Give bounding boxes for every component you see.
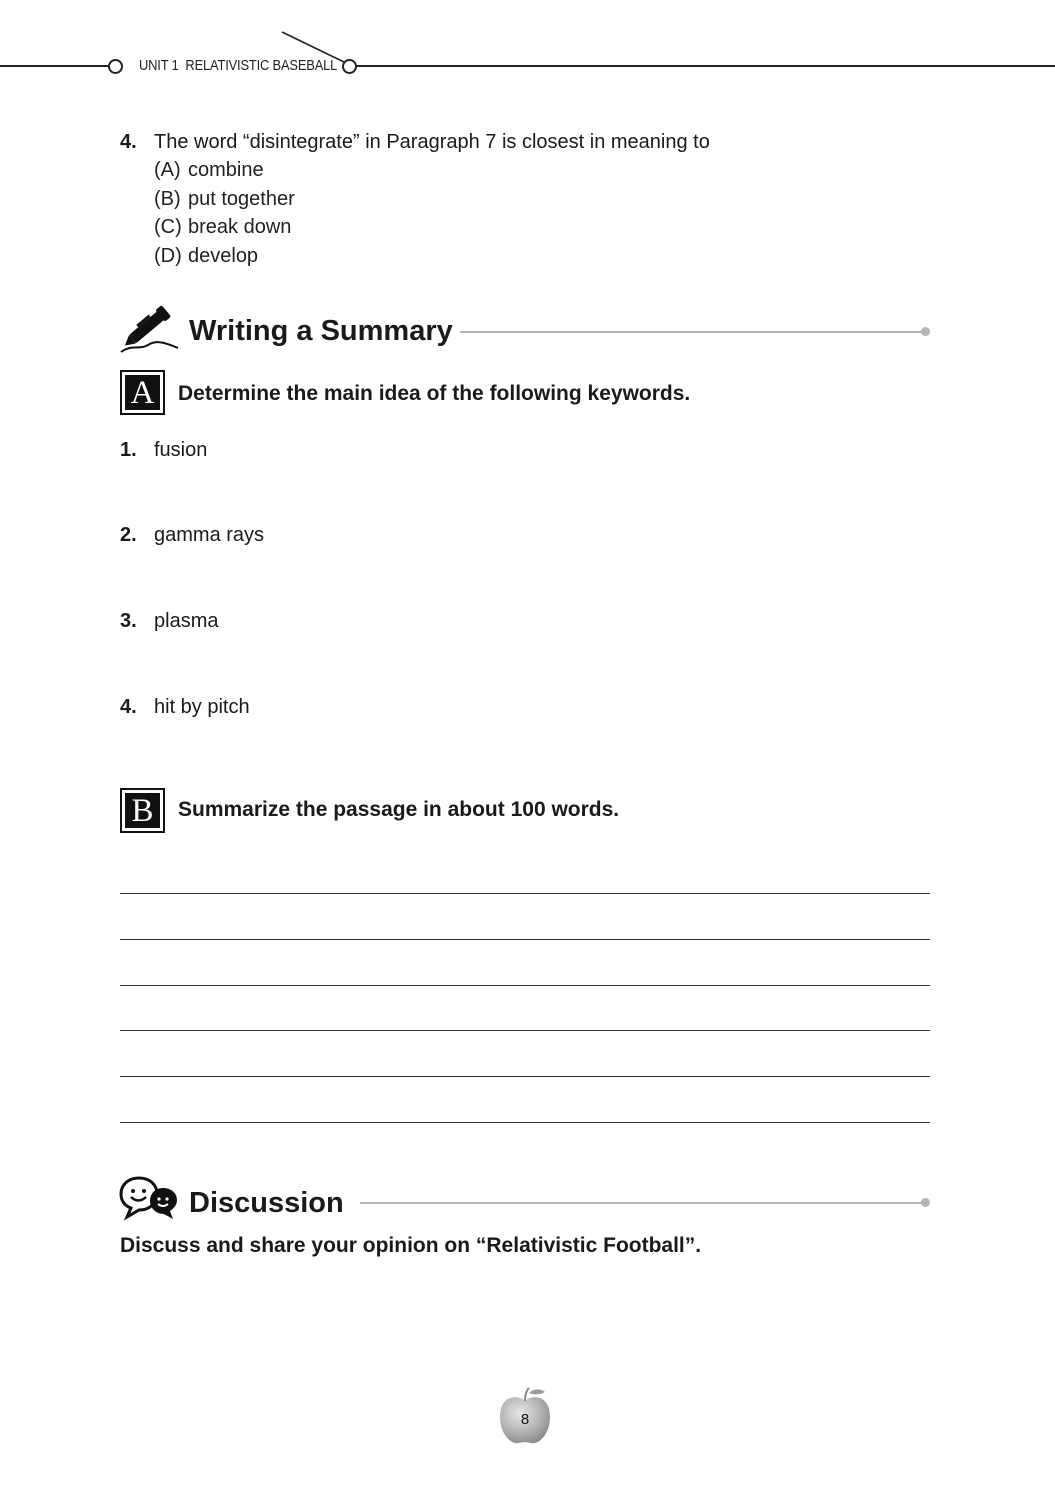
option-b[interactable] xyxy=(154,188,295,211)
option-text: put together xyxy=(188,188,295,210)
section-rule xyxy=(360,1202,926,1204)
section-b-badge xyxy=(120,788,165,833)
option-text: combine xyxy=(188,159,264,181)
section-title-writing-summary: Writing a Summary xyxy=(189,315,453,347)
header-rule-right xyxy=(356,65,1055,67)
keyword-gamma-rays: gamma rays xyxy=(154,524,265,546)
page-number: 8 xyxy=(520,1411,530,1428)
section-rule-dot xyxy=(921,327,930,336)
option-a[interactable] xyxy=(154,159,264,182)
writing-line[interactable] xyxy=(120,939,930,940)
header-unit: UNIT 1 xyxy=(139,57,179,74)
writing-line[interactable] xyxy=(120,985,930,986)
option-letter: (A) xyxy=(154,159,181,181)
option-letter: (B) xyxy=(154,188,181,210)
section-title-discussion: Discussion xyxy=(189,1187,344,1219)
section-a-badge xyxy=(120,370,165,415)
option-d[interactable] xyxy=(154,245,258,268)
writing-line[interactable] xyxy=(120,1076,930,1077)
keyword-plasma: plasma xyxy=(154,610,219,632)
section-a-letter: A xyxy=(125,375,160,410)
header-slant-line xyxy=(280,30,350,64)
header-circle-left xyxy=(108,59,123,74)
option-text: break down xyxy=(188,216,292,238)
header-circle-right xyxy=(342,59,357,74)
keyword-number: 3. xyxy=(120,610,137,632)
pen-icon xyxy=(118,300,180,356)
keyword-number: 2. xyxy=(120,524,137,546)
discussion-prompt: Discuss and share your opinion on “Relativistic Football”. xyxy=(120,1234,702,1257)
keyword-hit-by-pitch: hit by pitch xyxy=(154,696,250,718)
writing-line[interactable] xyxy=(120,893,930,894)
option-letter: (C) xyxy=(154,216,182,238)
option-c[interactable] xyxy=(154,216,291,239)
header-unit-title: RELATIVISTIC BASEBALL xyxy=(185,57,338,74)
question-number: 4. xyxy=(120,131,137,153)
section-b-instruction: Summarize the passage in about 100 words. xyxy=(178,798,620,821)
section-a-instruction: Determine the main idea of the following keywords. xyxy=(178,382,691,405)
writing-line[interactable] xyxy=(120,1030,930,1031)
option-letter: (D) xyxy=(154,245,182,267)
header-rule-left xyxy=(0,65,109,67)
question-text: The word “disintegrate” in Paragraph 7 is closest in meaning to xyxy=(154,131,710,153)
keyword-number: 4. xyxy=(120,696,137,718)
keyword-fusion: fusion xyxy=(154,439,208,461)
section-rule xyxy=(460,331,926,333)
section-rule-dot xyxy=(921,1198,930,1207)
section-b-letter: B xyxy=(125,793,160,828)
keyword-number: 1. xyxy=(120,439,137,461)
writing-line[interactable] xyxy=(120,1122,930,1123)
speech-bubbles-icon xyxy=(119,1175,179,1221)
option-text: develop xyxy=(188,245,259,267)
